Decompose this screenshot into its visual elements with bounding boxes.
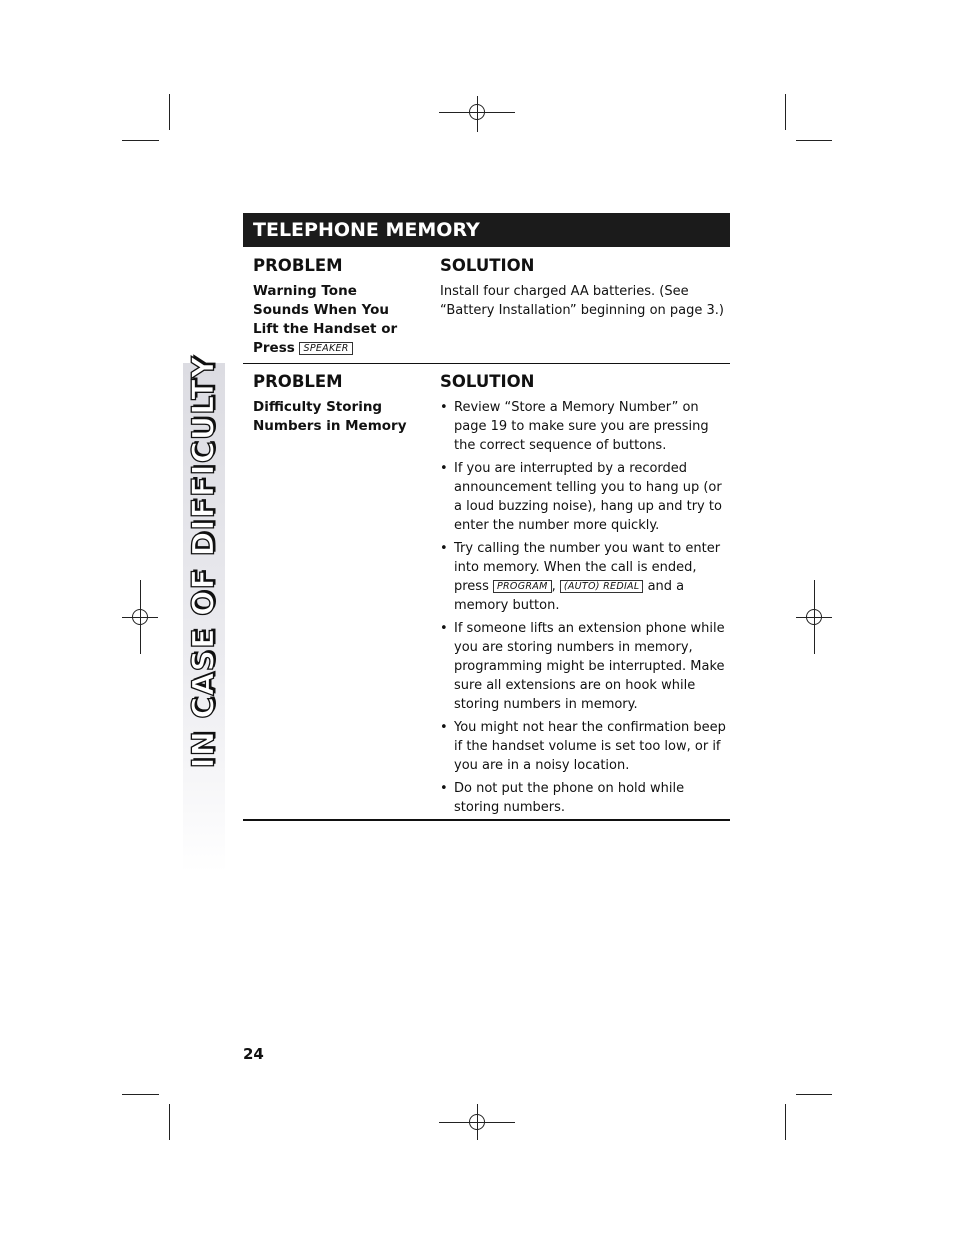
solution-line: Install four charged AA batteries. (See — [440, 284, 689, 299]
crop-mark — [122, 1094, 159, 1095]
crop-mark — [169, 94, 170, 130]
registration-circle — [469, 1114, 485, 1130]
bullet-item: • If someone lifts an extension phone while you are storing numbers in memory, programming might be interrupted. Make sure all extensions are on hook while storing numbers in memory. — [440, 619, 730, 714]
registration-circle — [469, 104, 485, 120]
problem-line: Warning Tone — [253, 283, 357, 299]
problem-line: Lift the Handset or — [253, 321, 398, 337]
problem-line: Press SPEAKER — [253, 339, 423, 358]
crop-mark — [796, 1094, 832, 1095]
problem-label: PROBLEM — [253, 256, 343, 275]
section-header — [243, 213, 730, 247]
problem-line: Numbers in Memory — [253, 418, 407, 434]
registration-circle — [806, 609, 822, 625]
problem-line: Difficulty Storing — [253, 399, 383, 415]
auto-redial-key: (AUTO) REDIAL — [560, 580, 644, 593]
bullet-item: • Try calling the number you want to enter into memory. When the call is ended, press PROGRAM , (AUTO) REDIAL and a memory button. — [440, 539, 730, 615]
program-key: PROGRAM — [493, 580, 552, 593]
crop-mark — [169, 1104, 170, 1140]
bullet-item: • If you are interrupted by a recorded announcement telling you to hang up (or a loud buzzing noise), hang up and try to enter the number more quickly. — [440, 459, 730, 535]
solution-line: “Battery Installation” beginning on page 3.) — [440, 303, 724, 318]
registration-circle — [132, 609, 148, 625]
solution-label: SOLUTION — [440, 256, 535, 275]
speaker-key: SPEAKER — [299, 342, 352, 355]
solution-label: SOLUTION — [440, 372, 535, 391]
bullet-item: • You might not hear the confirmation beep if the handset volume is set too low, or if you are in a noisy location. — [440, 718, 730, 775]
solution-description — [440, 282, 730, 320]
crop-mark — [122, 140, 159, 141]
bullet-item: • Do not put the phone on hold while storing numbers. — [440, 779, 730, 817]
crop-mark — [785, 1104, 786, 1140]
crop-mark — [785, 94, 786, 130]
problem-label: PROBLEM — [253, 372, 343, 391]
side-tab-title: IN CASE OF DIFFICULTY — [186, 355, 222, 769]
section-title: TELEPHONE MEMORY — [253, 219, 480, 241]
solution-bullet-list — [440, 398, 730, 821]
problem-description — [253, 282, 423, 358]
page-number: 24 — [243, 1045, 264, 1063]
divider — [243, 819, 730, 821]
divider — [243, 363, 730, 364]
bullet-item: • Review “Store a Memory Number” on page 19 to make sure you are pressing the correct sequence of buttons. — [440, 398, 730, 455]
crop-mark — [796, 140, 832, 141]
problem-description — [253, 398, 423, 436]
problem-line: Sounds When You — [253, 302, 390, 318]
